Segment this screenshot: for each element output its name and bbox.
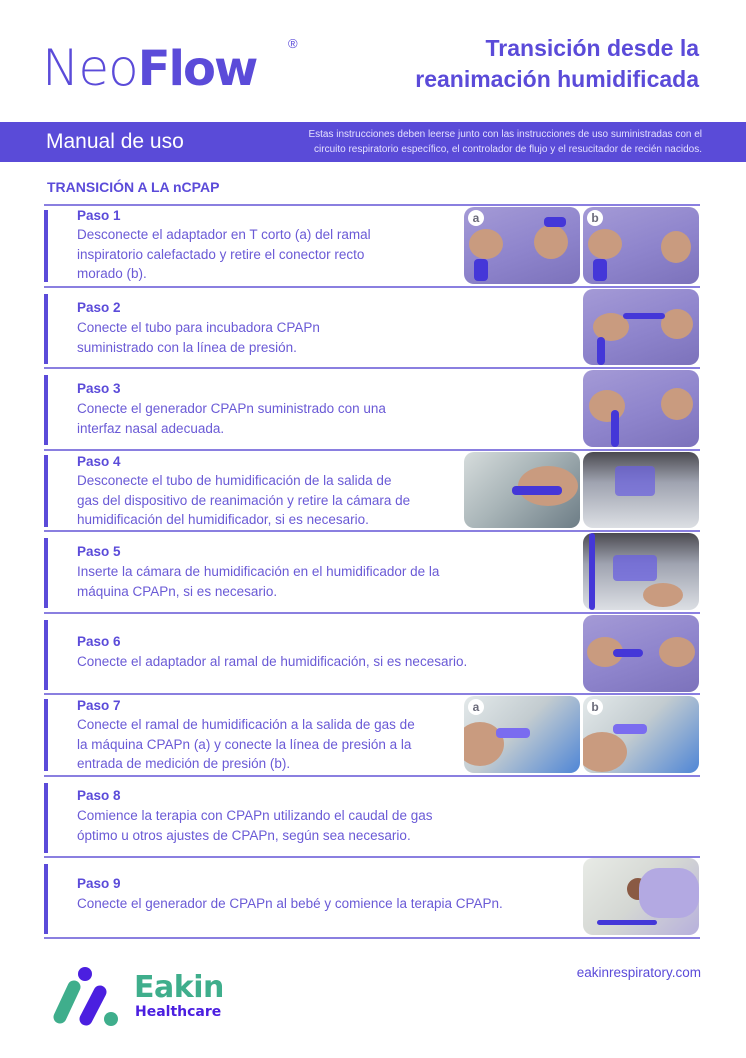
step-text (77, 715, 415, 774)
step-text-line: gas del dispositivo de reanimación y retire la cámara de (77, 492, 411, 508)
step-7-photo-b (583, 696, 699, 773)
step-7-photo-a (464, 696, 580, 773)
step-text-line: interfaz nasal adecuada. (77, 420, 225, 436)
step-2-photo (583, 289, 699, 365)
step-9-photo (583, 858, 699, 935)
step-text-line: humidificación del humidificador, si es necesario. (77, 512, 369, 527)
step-text-line: Conecte el generador CPAPn suministrado con una (77, 401, 386, 416)
step-heading: Paso 1 (77, 208, 121, 223)
banner-note-line1: Estas instrucciones deben leerse junto con las instrucciones de uso suministradas con el (308, 129, 702, 140)
neoflow-logo (42, 36, 298, 98)
step-1-photo-b (583, 207, 699, 284)
step-text-line: Conecte el generador de CPAPn al bebé y comience la terapia CPAPn. (77, 896, 503, 911)
step-text-line: la máquina CPAPn (a) y conecte la línea de presión a la (77, 736, 412, 752)
banner-title: Manual de uso (46, 130, 184, 153)
step-8 (44, 777, 700, 856)
step-text-line: morado (b). (77, 266, 147, 281)
step-text-line: Conecte el tubo para incubadora CPAPn (77, 320, 320, 335)
label-b-badge: b (587, 210, 603, 226)
label-a-badge: a (468, 699, 484, 715)
page-title-line1: Transición desde la (485, 35, 699, 61)
banner-note (232, 127, 702, 157)
page-title (339, 33, 699, 95)
step-text (77, 399, 386, 438)
step-accent-bar (44, 864, 48, 934)
step-heading: Paso 8 (77, 788, 121, 803)
manual-banner (0, 122, 746, 162)
step-heading: Paso 5 (77, 544, 121, 559)
step-text (77, 562, 439, 601)
step-text-line: máquina CPAPn, si es necesario. (77, 583, 278, 599)
step-heading: Paso 2 (77, 300, 121, 315)
website-link[interactable]: eakinrespiratory.com (576, 965, 701, 980)
step-accent-bar (44, 620, 48, 690)
step-text (77, 806, 432, 845)
banner-note-line2: circuito respiratorio específico, el controlador de flujo y el resucitador de recién nacidos. (314, 144, 702, 155)
eakin-brand-name: Eakin (134, 970, 224, 1005)
label-a-badge: a (468, 210, 484, 226)
step-text (77, 318, 320, 357)
step-1-photo-a (464, 207, 580, 284)
step-heading: Paso 6 (77, 634, 121, 649)
eakin-logo-icon (52, 967, 122, 1027)
step-text-line: inspiratorio calefactado y retire el conector recto (77, 246, 365, 262)
step-text-line: óptimo u otros ajustes de CPAPn, según sea necesario. (77, 827, 411, 843)
step-4-photo-b (583, 452, 699, 528)
step-heading: Paso 7 (77, 698, 121, 713)
step-text (77, 225, 371, 284)
section-title: TRANSICIÓN A LA nCPAP (47, 179, 220, 195)
step-heading: Paso 4 (77, 454, 121, 469)
step-text (77, 652, 467, 672)
step-accent-bar (44, 455, 48, 527)
logo-flow-text: Flow (137, 41, 257, 97)
step-text-line: Inserte la cámara de humidificación en el humidificador de la (77, 564, 440, 579)
divider (44, 937, 700, 939)
step-accent-bar (44, 210, 48, 282)
step-4-photo-a (464, 452, 580, 528)
eakin-brand-sub: Healthcare (135, 1004, 222, 1020)
registered-mark: ® (288, 36, 298, 51)
logo-neo-text: Neo (42, 39, 138, 97)
step-text-line: suministrado con la línea de presión. (77, 339, 297, 355)
step-heading: Paso 9 (77, 876, 121, 891)
step-accent-bar (44, 538, 48, 608)
step-accent-bar (44, 783, 48, 853)
step-text (77, 471, 410, 530)
step-5-photo (583, 533, 699, 610)
step-text (77, 894, 503, 914)
step-3-photo (583, 370, 699, 447)
label-b-badge: b (587, 699, 603, 715)
step-text-line: entrada de medición de presión (b). (77, 756, 291, 771)
step-heading: Paso 3 (77, 381, 121, 396)
step-text-line: Conecte el adaptador al ramal de humidificación, si es necesario. (77, 654, 468, 669)
page-title-line2: reanimación humidificada (415, 66, 699, 92)
step-accent-bar (44, 294, 48, 364)
step-text-line: Desconecte el tubo de humidificación de la salida de (77, 473, 392, 488)
step-text-line: Comience la terapia con CPAPn utilizando el caudal de gas (77, 808, 433, 823)
step-6-photo (583, 615, 699, 692)
step-text-line: Conecte el ramal de humidificación a la salida de gas de (77, 717, 415, 732)
step-text-line: Desconecte el adaptador en T corto (a) del ramal (77, 227, 371, 242)
step-accent-bar (44, 375, 48, 445)
step-accent-bar (44, 699, 48, 771)
